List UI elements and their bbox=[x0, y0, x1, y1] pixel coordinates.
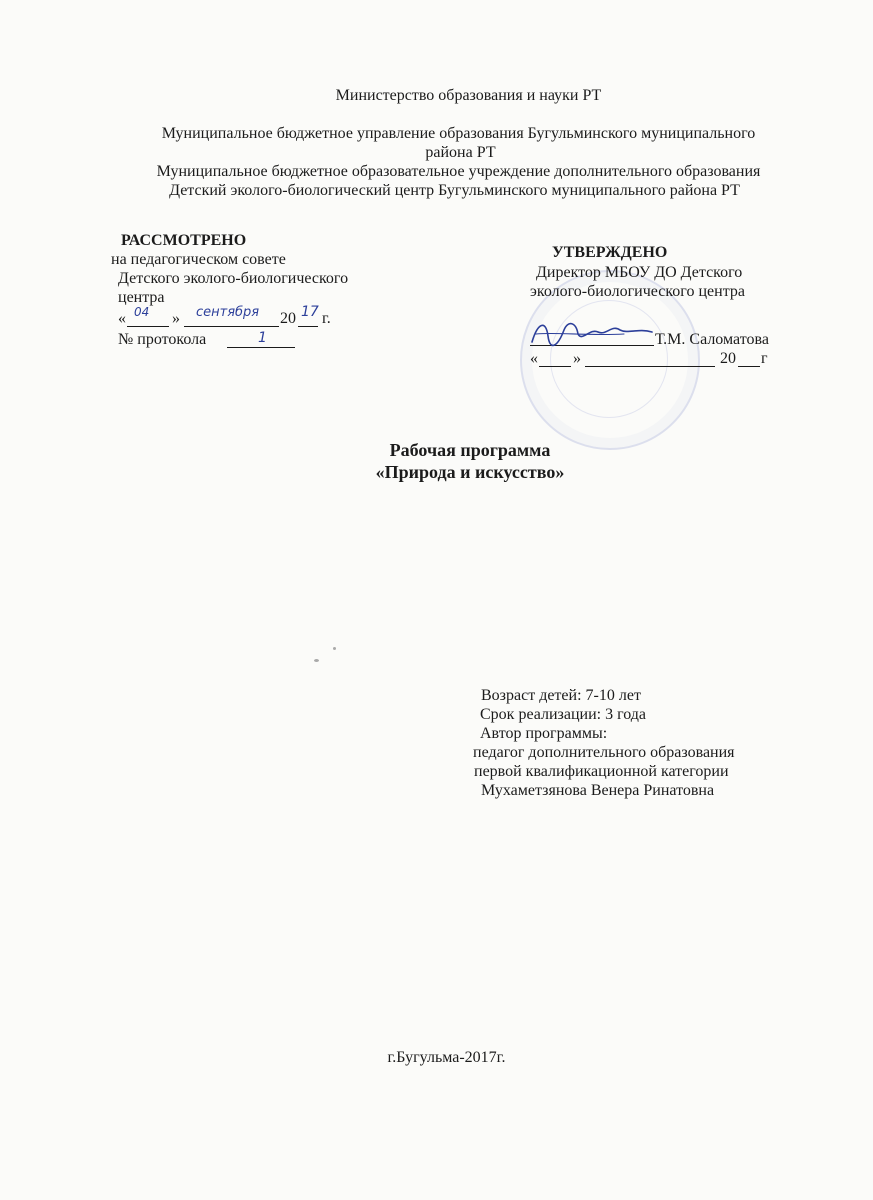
protocol-underline bbox=[227, 347, 295, 348]
considered-year-prefix: 20 bbox=[280, 310, 296, 327]
program-title-line1: Рабочая программа bbox=[389, 440, 551, 460]
approved-line2: эколого-биологического центра bbox=[530, 283, 745, 300]
program-title-line2: «Природа и искусство» bbox=[375, 462, 565, 482]
considered-date-mid: » bbox=[172, 310, 180, 327]
considered-line1: на педагогическом совете bbox=[111, 251, 286, 268]
protocol-label: № протокола bbox=[118, 331, 207, 348]
ministry-text: Министерство образования и науки РТ bbox=[335, 87, 602, 104]
children-age: Возраст детей: 7-10 лет bbox=[481, 687, 641, 704]
date-year-underline bbox=[298, 326, 318, 327]
administration-block bbox=[0, 124, 873, 162]
author-position2: первой квалификационной категории bbox=[474, 763, 729, 780]
date-month-underline bbox=[184, 326, 279, 327]
scan-speck bbox=[314, 659, 319, 662]
program-title bbox=[0, 439, 873, 483]
ministry-line bbox=[0, 86, 873, 105]
administration-line2: района РТ bbox=[425, 144, 496, 161]
approved-month-underline bbox=[585, 366, 715, 367]
approved-heading: УТВЕРЖДЕНО bbox=[552, 244, 668, 261]
considered-date-open: « bbox=[118, 310, 126, 327]
institution-line2: Детский эколого-биологический центр Бугульминского муниципального района РТ bbox=[169, 182, 740, 199]
author-label: Автор программы: bbox=[480, 725, 608, 742]
approved-day-underline bbox=[539, 366, 571, 367]
implementation-term: Срок реализации: 3 года bbox=[480, 706, 647, 723]
protocol-number-handwritten: 1 bbox=[258, 330, 267, 346]
approved-date-mid: » bbox=[573, 350, 581, 367]
footer-city-year bbox=[0, 1048, 873, 1067]
considered-line3: центра bbox=[118, 289, 165, 306]
date-year-handwritten: 17 bbox=[301, 304, 319, 320]
date-day-handwritten: 04 bbox=[134, 305, 150, 319]
director-name: Т.М. Саломатова bbox=[655, 331, 769, 348]
signature-icon bbox=[528, 312, 668, 352]
author-name: Мухаметзянова Венера Ринатовна bbox=[481, 782, 715, 799]
date-month-handwritten: сентября bbox=[196, 305, 260, 320]
institution-line1: Муниципальное бюджетное образовательное учреждение дополнительного образования bbox=[156, 163, 761, 180]
author-position1: педагог дополнительного образования bbox=[473, 744, 735, 761]
considered-date-end: г. bbox=[322, 310, 331, 327]
approved-line1: Директор МБОУ ДО Детского bbox=[536, 264, 743, 281]
footer-city-year-text: г.Бугульма-2017г. bbox=[387, 1049, 506, 1066]
approved-date-open: « bbox=[530, 350, 538, 367]
administration-line1: Муниципальное бюджетное управление образования Бугульминского муниципального bbox=[161, 125, 756, 142]
approved-date-end: г bbox=[761, 350, 768, 367]
institution-block bbox=[0, 162, 873, 200]
date-day-underline bbox=[127, 326, 169, 327]
approved-year-underline bbox=[738, 366, 760, 367]
considered-line2: Детского эколого-биологического bbox=[118, 270, 349, 287]
considered-heading: РАССМОТРЕНО bbox=[121, 232, 247, 249]
approved-year-prefix: 20 bbox=[720, 350, 736, 367]
scan-speck bbox=[333, 647, 336, 650]
